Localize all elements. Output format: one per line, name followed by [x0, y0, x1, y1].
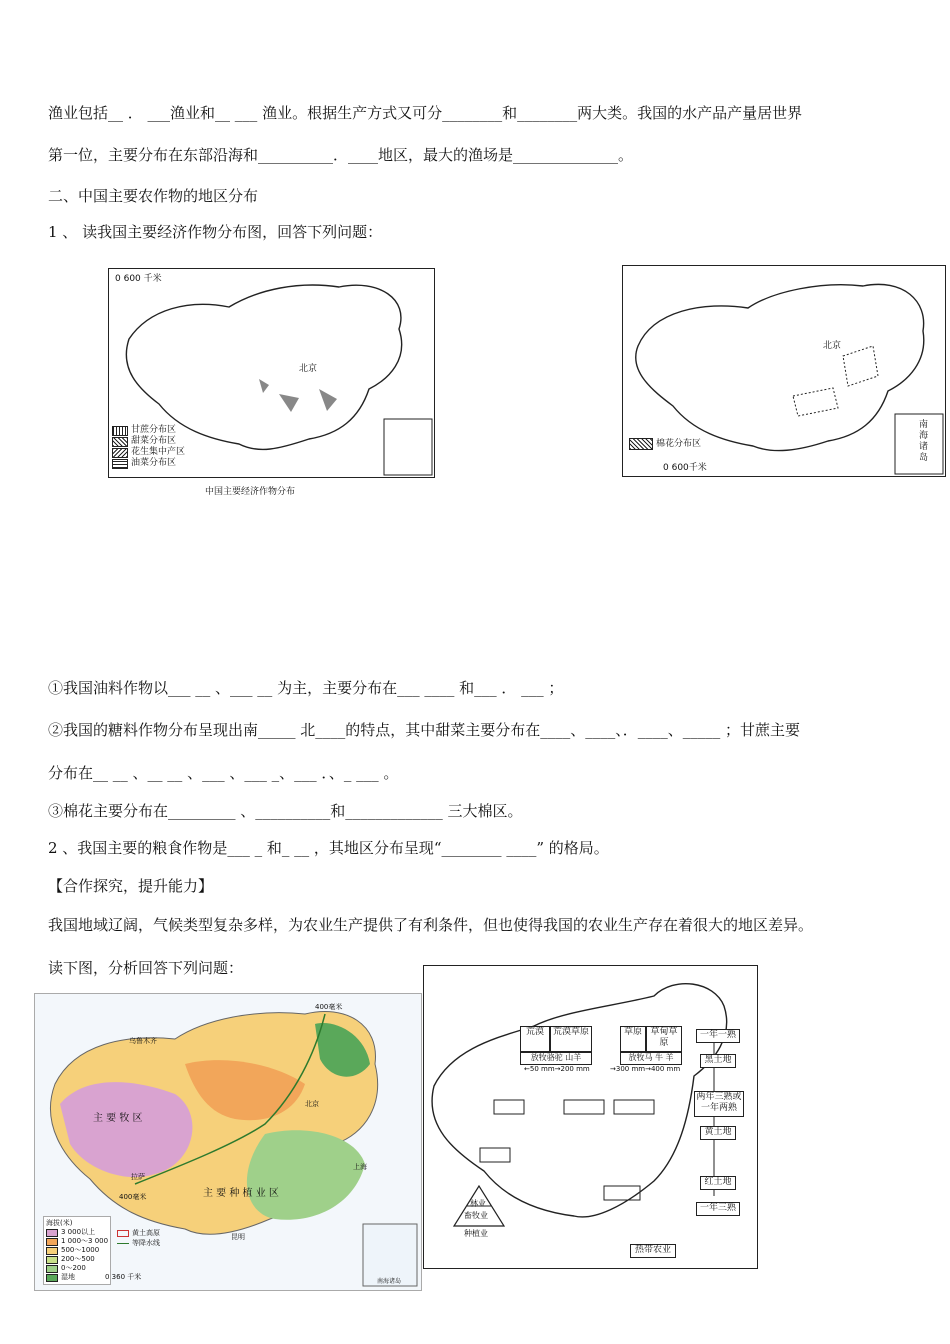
question-sugar-crops: ②我国的糖料作物分布呈现出南_____ 北____的特点，其中甜菜主要分布在____、____、．____、_____ ；甘蔗主要	[48, 721, 801, 739]
pyramid-farming: 种植业	[464, 1229, 488, 1238]
label-kunming: 昆明	[231, 1233, 245, 1241]
question-grain: 2 、我国主要的粮食作物是___ _ 和_ __ ，其地区分布呈现“________ ____” 的格局。	[48, 839, 609, 857]
label-isohyet-south: 400毫米	[119, 1193, 147, 1201]
pyramid-livestock: 畜牧业	[464, 1211, 488, 1220]
box-steppe: 草原	[620, 1026, 646, 1052]
map1-scale: 0 600 千米	[115, 274, 162, 284]
label-isohyet-north: 400毫米	[315, 1003, 343, 1011]
chain-black-soil: 黑土地	[700, 1054, 736, 1068]
question-read-map: 读下图，分析回答下列问题：	[48, 959, 244, 977]
map2-legend	[629, 438, 701, 450]
legend-rapeseed: 油菜分布区	[131, 458, 177, 468]
map2-beijing-label: 北京	[823, 341, 842, 351]
box-desert-steppe: 荒漠草原	[550, 1026, 592, 1052]
section-heading-crops: 二、中国主要农作物的地区分布	[48, 187, 259, 205]
chain-one-harvest: 一年一熟	[696, 1029, 740, 1043]
pyramid-forestry: 林业	[470, 1199, 486, 1208]
question-oil-crops: ①我国油料作物以___ __ 、___ __ 为主，主要分布在___ ____ 和___ ． ___ ；	[48, 679, 564, 697]
agriculture-region-map	[34, 993, 422, 1291]
cotton-map	[622, 265, 946, 477]
schematic-outline	[424, 966, 757, 1268]
legend-elev-4: 200～500	[61, 1255, 95, 1263]
text-line-diversity: 我国地域辽阔，气候类型复杂多样，为农业生产提供了有利条件，但也使得我国的农业生产存在着很大的地区差异。	[48, 916, 814, 934]
legend-loess: 黄土高原	[132, 1229, 160, 1237]
legend-wetland: 湿地	[61, 1273, 75, 1281]
map3-legend	[43, 1216, 111, 1285]
question-cotton: ③棉花主要分布在_________ 、__________和_____________ 三大棉区。	[48, 802, 523, 820]
legend-elev-2: 1 000～3 000	[61, 1237, 109, 1245]
rain-label-west: ←50 mm→200 mm	[524, 1065, 590, 1073]
chain-loess-soil: 黄土地	[700, 1126, 736, 1140]
map3-inset-label: 南海诸岛	[377, 1278, 402, 1285]
chain-three-harvest: 一年三熟	[696, 1202, 740, 1216]
box-camel-goat: 放牧骆驼 山羊	[520, 1052, 592, 1065]
map1-beijing-label: 北京	[299, 364, 318, 374]
legend-elev-3: 500～1000	[61, 1246, 100, 1254]
legend-sugarbeet: 甜菜分布区	[131, 436, 177, 446]
rain-label-east: →300 mm→400 mm	[610, 1065, 681, 1073]
box-meadow-steppe: 草甸草原	[646, 1026, 682, 1052]
map2-inset-label: 南海诸岛	[919, 420, 929, 463]
label-beijing: 北京	[305, 1100, 319, 1108]
text-line-fishery: 渔业包括__ ． ___渔业和__ ___ 渔业。根据生产方式又可分________和________两大类。我国的水产品产量居世界	[48, 104, 803, 122]
map1-caption: 中国主要经济作物分布	[205, 487, 296, 497]
legend-sugarcane: 甘蔗分布区	[131, 425, 177, 435]
map3-legend-right	[117, 1228, 160, 1248]
legend-peanut: 花生集中产区	[131, 447, 186, 457]
section-heading-cooperation: 【合作探究，提升能力】	[48, 877, 214, 895]
question-1-intro: 1 、 读我国主要经济作物分布图，回答下列问题：	[48, 223, 383, 241]
legend-cotton: 棉花分布区	[656, 438, 702, 449]
map3-scale: 0 360 千米	[105, 1273, 142, 1281]
box-tropical-agriculture: 热带农业	[630, 1244, 676, 1258]
label-lhasa: 拉萨	[131, 1173, 145, 1181]
box-desert: 荒漠	[520, 1026, 550, 1052]
label-urumqi: 乌鲁木齐	[129, 1037, 157, 1045]
legend-elev-1: 3 000以上	[61, 1228, 96, 1236]
economic-crops-map	[108, 268, 435, 478]
text-line-fishery-2: 第一位，主要分布在东部沿海和__________．____地区，最大的渔场是______________。	[48, 146, 634, 164]
label-shanghai: 上海	[353, 1163, 367, 1171]
map2-scale: 0 600千米	[663, 463, 707, 473]
question-sugar-crops-2: 分布在__ __ 、__ __ 、___ 、___ _、___ ．、_ ___ 。	[48, 764, 399, 782]
legend-title: 海拔(米)	[46, 1219, 73, 1227]
label-pastoral-region: 主 要 牧 区	[93, 1113, 143, 1124]
map1-legend	[112, 425, 185, 469]
box-horse-cattle-sheep: 放牧马 牛 羊	[620, 1052, 682, 1065]
chain-two-harvest: 两年三熟或一年两熟	[694, 1091, 744, 1117]
legend-elev-5: 0～200	[61, 1264, 86, 1272]
label-farming-region: 主 要 种 植 业 区	[203, 1188, 279, 1199]
legend-isohyet: 等降水线	[132, 1239, 160, 1247]
chain-red-soil: 红土地	[700, 1176, 736, 1190]
agriculture-schematic-map	[423, 965, 758, 1269]
